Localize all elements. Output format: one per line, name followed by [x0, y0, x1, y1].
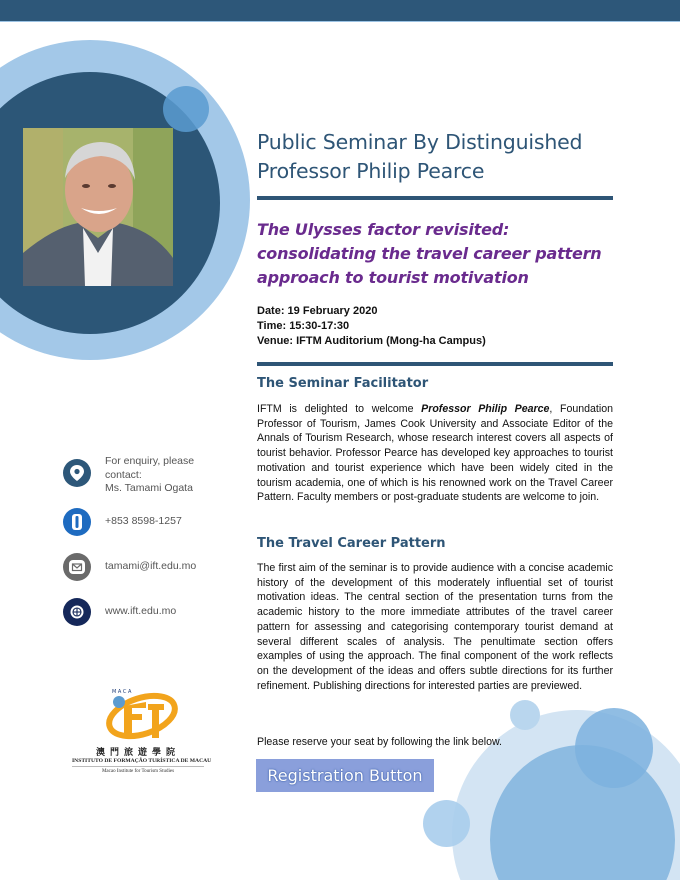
subtitle-line-3: approach to tourist motivation: [257, 268, 529, 287]
speaker-portrait: [23, 128, 173, 286]
speaker-name-emphasis: Professor Philip Pearce: [421, 403, 550, 415]
enquiry-line-2: contact:: [105, 468, 142, 481]
facilitator-paragraph: [257, 402, 613, 505]
contact-person-name: Ms. Tamami Ogata: [105, 482, 193, 494]
event-details: [257, 304, 486, 349]
enquiry-text: [105, 455, 194, 496]
website-link[interactable]: www.ift.edu.mo: [105, 605, 177, 617]
globe-icon: [63, 598, 91, 626]
contact-enquiry: [63, 455, 194, 496]
subtitle-line-2: consolidating the travel career pattern: [257, 244, 602, 263]
seminar-title-line-2: Professor Philip Pearce: [257, 159, 485, 183]
contact-phone: [63, 508, 182, 536]
logo-english-name: Macao Institute for Tourism Studies: [101, 769, 175, 774]
title-divider: [257, 196, 613, 200]
details-divider: [257, 362, 613, 366]
event-time: Time: 15:30-17:30: [257, 320, 350, 332]
phone-icon: [63, 508, 91, 536]
seminar-title-block: [257, 128, 613, 186]
event-venue: Venue: IFTM Auditorium (Mong-ha Campus): [257, 335, 486, 347]
email-address[interactable]: tamami@ift.edu.mo: [105, 560, 197, 572]
seminar-title-line-1: Public Seminar By Distinguished: [257, 130, 583, 154]
travel-career-pattern-paragraph: The first aim of the seminar is to provide audience with a concise academic history of the development of this moderately influential set of tourist motivation ideas. The central section of the presentation turns from the academic history to the more immediate attributes of the travel career pattern for assessing and categorising contemporary tourist demand at several different scales of analysis. The penultimate section offers examples of using the approach. The final component of the work reflects on the development of the ideas and offers subtle directions for its further refinement. Publishing directions for interested parties are previewed.: [257, 562, 613, 692]
decorative-circle-bottom-left: [423, 800, 470, 847]
travel-career-pattern-heading: The Travel Career Pattern: [257, 536, 446, 551]
facilitator-text-end: , Foundation Professor of Tourism, James Cook University and Associate Editor of the Annals of Tourism Research, whose research interest covers all aspects of tourist behavior. Professor Pearce has developed key approaches to tourist motivation and tourist experience which have been widely cited in the tourism academia, one of which is his renowned work on the Travel Career Pattern. Faculty members or post-graduate students are welcome to join.: [257, 403, 613, 504]
facilitator-heading: The Seminar Facilitator: [257, 376, 429, 391]
phone-number[interactable]: +853 8598-1257: [105, 515, 182, 527]
ift-logo: [72, 686, 212, 774]
mail-icon: [63, 553, 91, 581]
logo-chinese-name: 澳門旅遊學院: [95, 748, 180, 758]
decorative-circle-bottom-top: [575, 708, 653, 788]
logo-portuguese-name: INSTITUTO DE FORMAÇÃO TURÍSTICA DE MACAU: [72, 758, 204, 767]
location-pin-icon: [63, 459, 91, 487]
top-banner: [0, 0, 680, 22]
svg-text:M A C A: M A C A: [112, 689, 132, 695]
decorative-circle-bottom-tiny: [510, 700, 540, 730]
decorative-circle-small: [163, 86, 209, 132]
ift-logo-mark: [72, 686, 204, 744]
contact-website: [63, 598, 176, 626]
contact-email: [63, 553, 196, 581]
registration-button[interactable]: Registration Button: [256, 759, 434, 792]
subtitle-line-1: The Ulysses factor revisited:: [257, 220, 510, 239]
event-date: Date: 19 February 2020: [257, 305, 378, 317]
facilitator-text-start: IFTM is delighted to welcome: [257, 403, 422, 415]
reserve-seat-prompt: Please reserve your seat by following the link below.: [257, 736, 502, 748]
enquiry-line-1: For enquiry, please: [105, 455, 195, 467]
seminar-subtitle: [257, 218, 617, 290]
